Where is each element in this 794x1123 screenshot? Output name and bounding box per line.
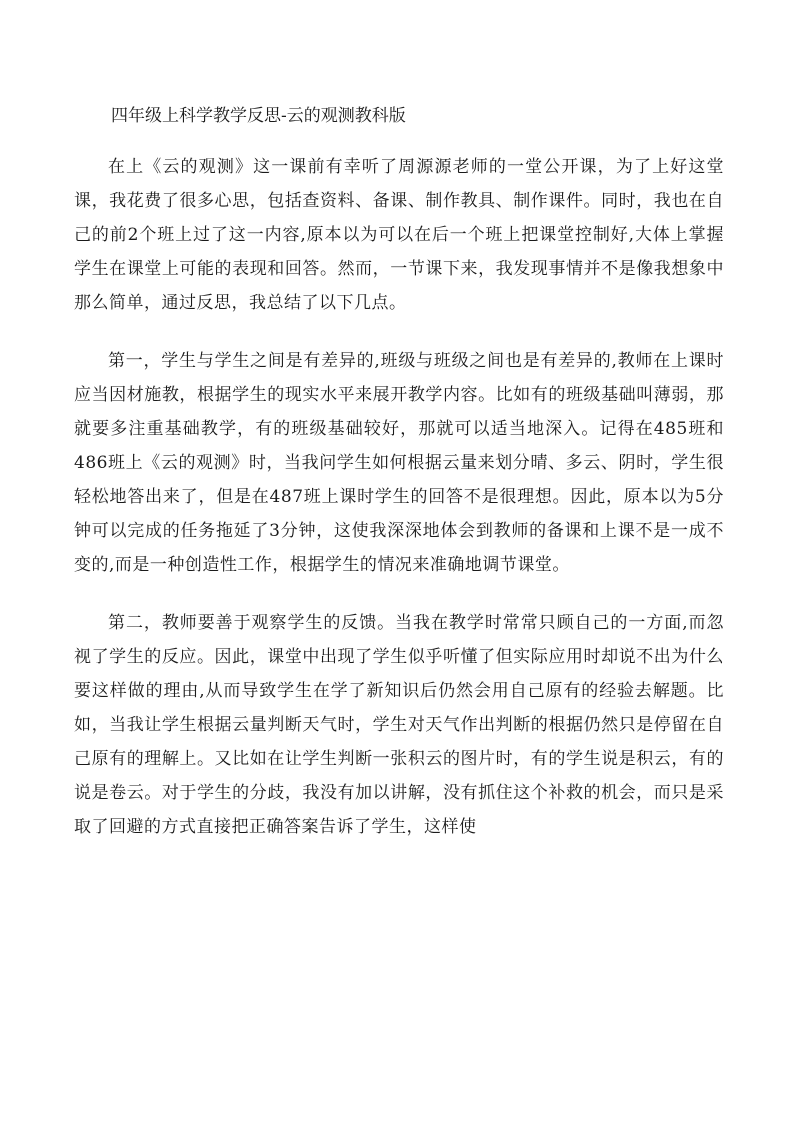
document-title: 四年级上科学教学反思-云的观测教科版 (111, 106, 406, 126)
paragraph-intro: 在上《云的观测》这一课前有幸听了周源源老师的一堂公开课，为了上好这堂课，我花费了很多心思，包括查资料、备课、制作教具、制作课件。同时，我也在自己的前2个班上过了这一内容,原本以为可以在后一个班上把课堂控制好,大体上掌握学生在课堂上可能的表现和回答。然而，一节课下来，我发现事情并不是像我想象中那么简单，通过反思，我总结了以下几点。 (74, 157, 724, 313)
document-body (74, 104, 724, 844)
paragraph-point-one: 第一，学生与学生之间是有差异的,班级与班级之间也是有差异的,教师在上课时应当因材施教，根据学生的现实水平来展开教学内容。比如有的班级基础叫薄弱，那就要多注重基础教学，有的班级基础较好，那就可以适当地深入。记得在485班和486班上《云的观测》时，当我问学生如何根据云量来划分晴、多云、阴时，学生很轻松地答出来了，但是在487班上课时学生的回答不是很理想。因此，原本以为5分钟可以完成的任务拖延了3分钟，这使我深深地体会到教师的备课和上课不是一成不变的,而是一种创造性工作，根据学生的情况来准确地调节课堂。 (74, 351, 724, 575)
paragraph-point-two: 第二，教师要善于观察学生的反馈。当我在教学时常常只顾自己的一方面,而忽视了学生的反应。因此，课堂中出现了学生似乎听懂了但实际应用时却说不出为什么要这样做的理由,从而导致学生在学了新知识后仍然会用自己原有的经验去解题。比如，当我让学生根据云量判断天气时，学生对天气作出判断的根据仍然只是停留在自己原有的理解上。又比如在让学生判断一张积云的图片时，有的学生说是积云，有的说是卷云。对于学生的分歧，我没有加以讲解，没有抓住这个补救的机会，而只是采取了回避的方式直接把正确答案告诉了学生，这样使 (74, 613, 724, 837)
